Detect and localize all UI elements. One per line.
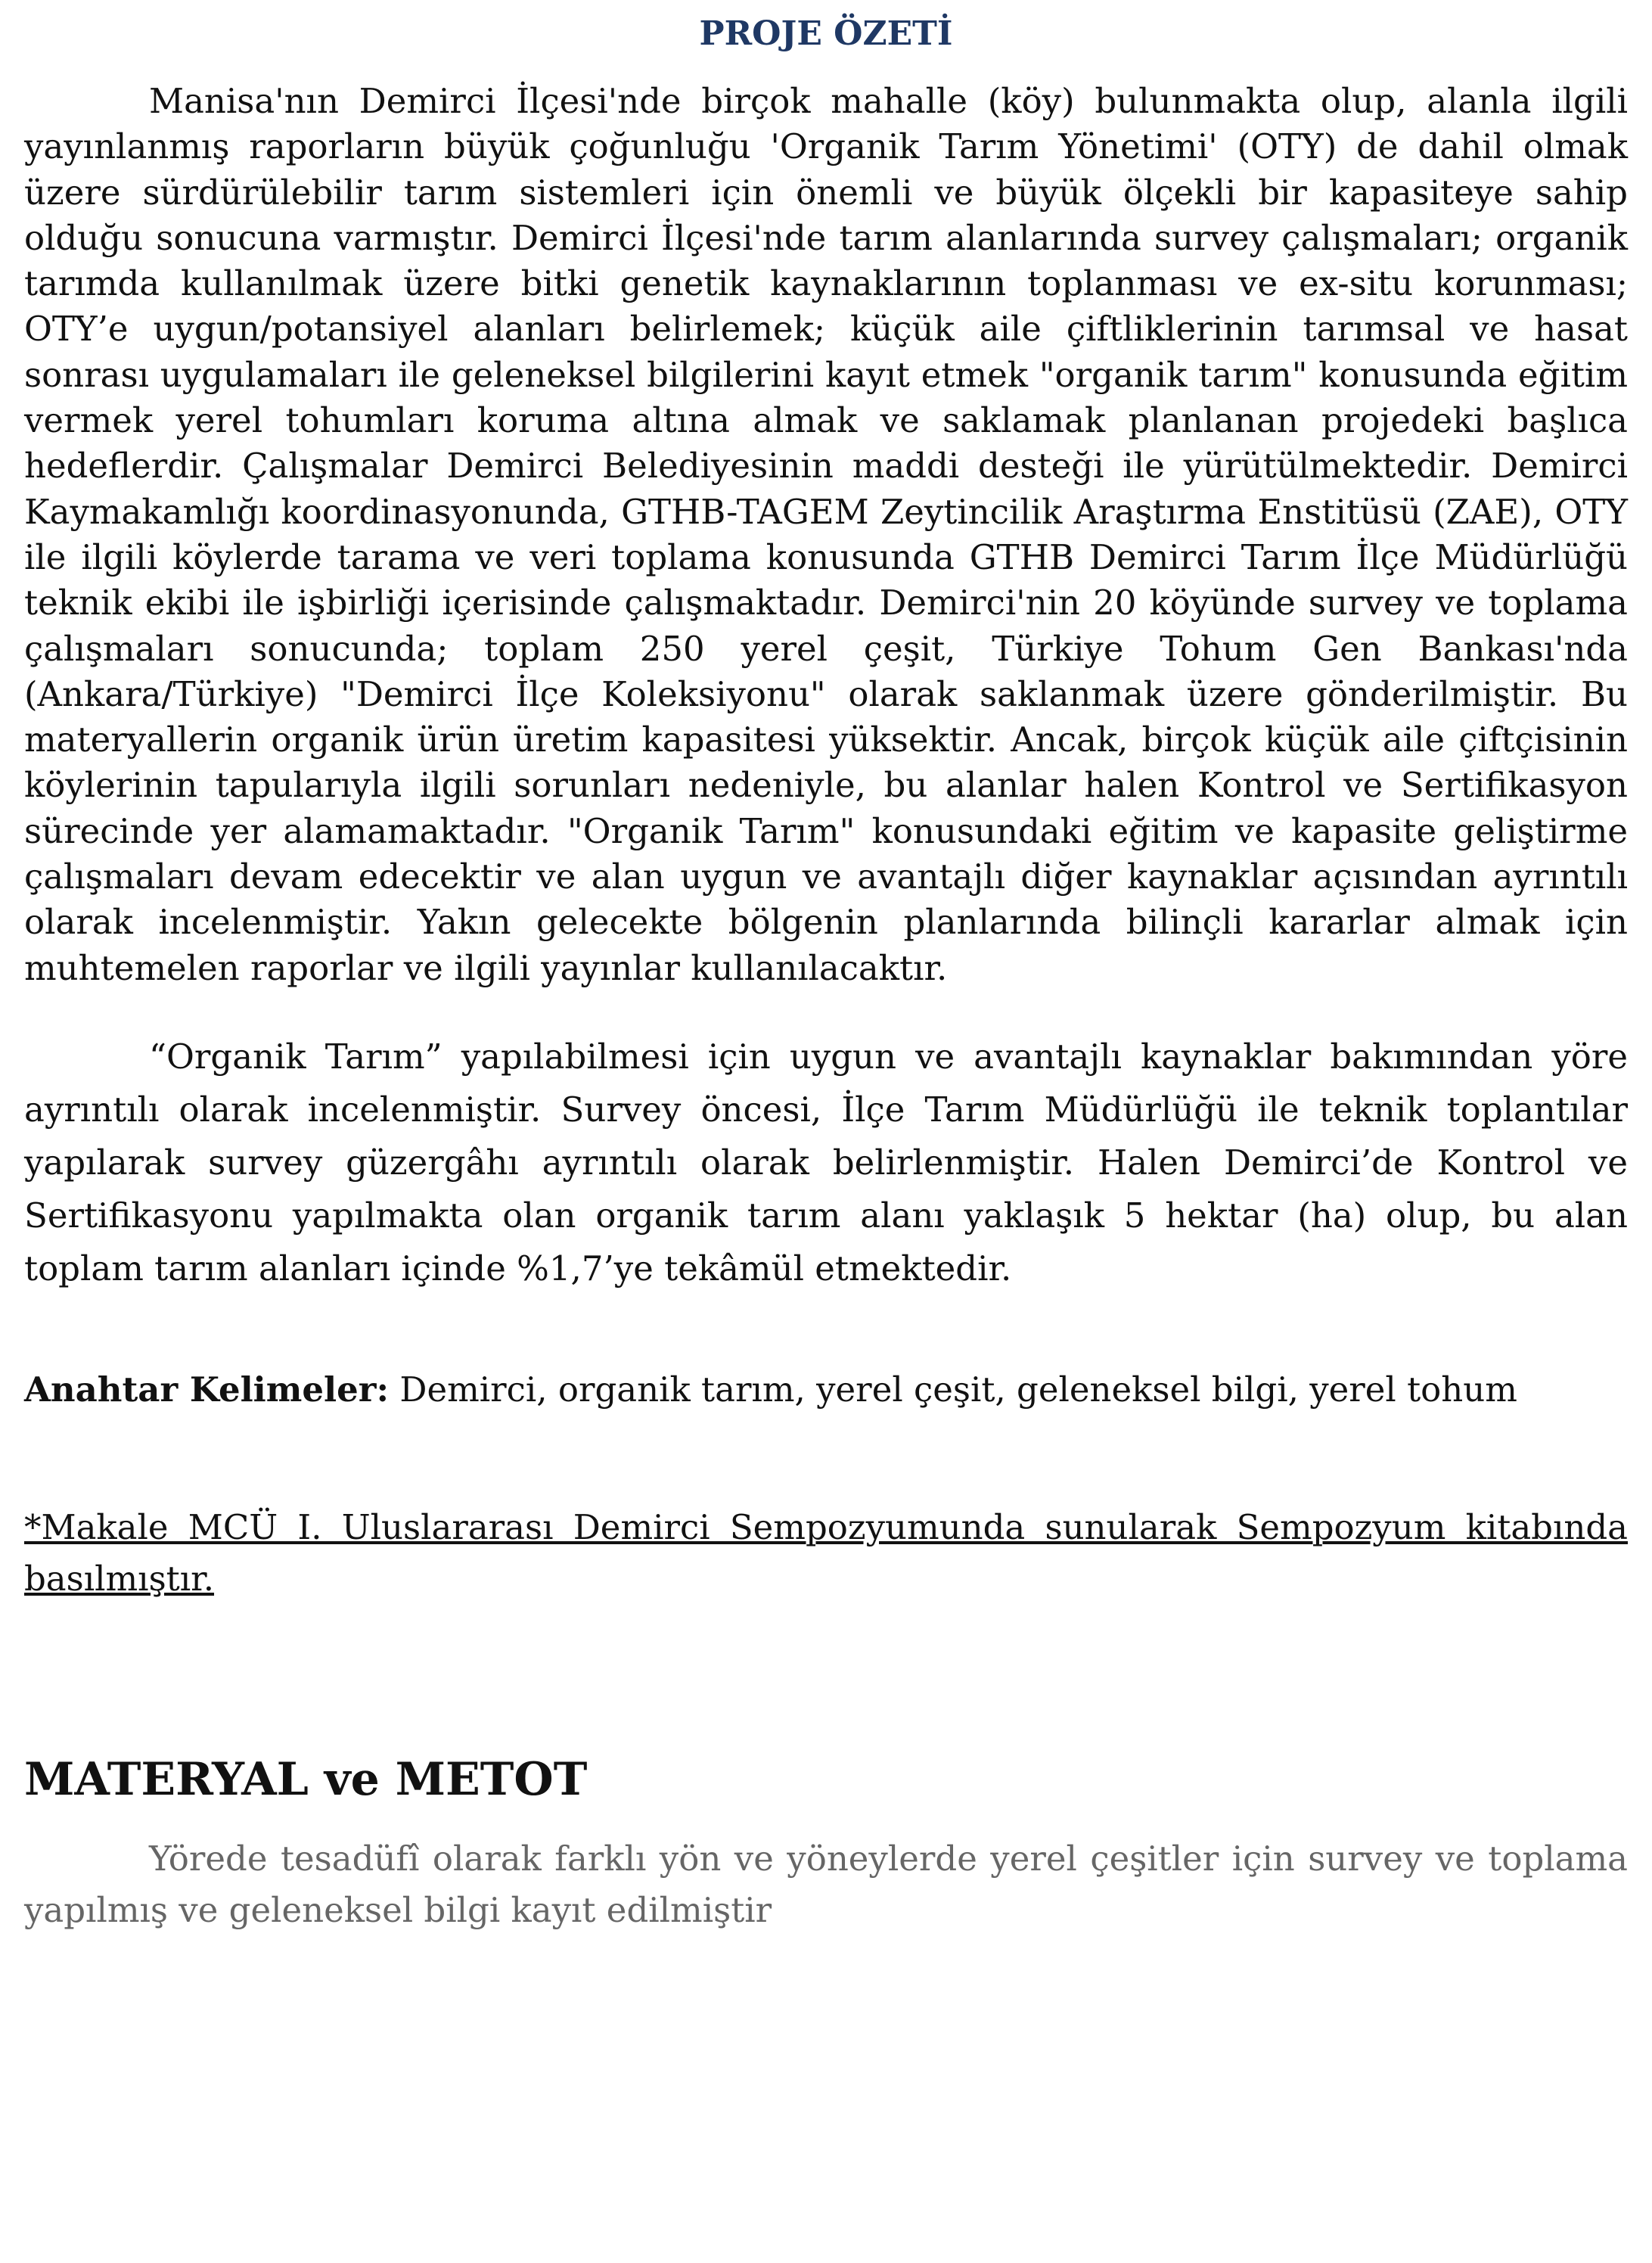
document-page: [24, 0, 1628, 1936]
section-paragraph: Yörede tesadüfî olarak farklı yön ve yöneylerde yerel çeşitler için survey ve toplama yapılmış ve geleneksel bilgi kayıt edilmiştir: [24, 1838, 1628, 1930]
abstract-paragraph-2: “Organik Tarım” yapılabilmesi için uygun ve avantajlı kaynaklar bakımından yöre ayrıntılı olarak incelenmiştir. Survey öncesi, İlçe Tarım Müdürlüğü ile teknik toplantılar yapılarak survey güzergâhı ayrıntılı olarak belirlenmiştir. Halen Demirci’de Kontrol ve Sertifikasyonu yapılmakta olan organik tarım alanı yaklaşık 5 hektar (ha) olup, bu alan toplam tarım alanları içinde %1,7’ye tekâmül etmektedir.: [24, 1036, 1628, 1288]
footnote: *Makale MCÜ I. Uluslararası Demirci Sempozyumunda sunularak Sempozyum kitabında basılmıştır.: [24, 1506, 1628, 1599]
abstract-paragraph: Manisa'nın Demirci İlçesi'nde birçok mahalle (köy) bulunmakta olup, alanla ilgili yayınlanmış raporların büyük çoğunluğu 'Organik Tarım Yönetimi' (OTY) de dahil olmak üzere sürdürülebilir tarım sistemleri için önemli ve büyük ölçekli bir kapasiteye sahip olduğu sonucuna varmıştır. Demirci İlçesi'nde tarım alanlarında survey çalışmaları; organik tarımda kullanılmak üzere bitki genetik kaynaklarının toplanması ve ex-situ korunması; OTY’e uygun/potansiyel alanları belirlemek; küçük aile çiftliklerinin tarımsal ve hasat sonrası uygulamaları ile geleneksel bilgilerini kayıt etmek "organik tarım" konusunda eğitim vermek yerel tohumları koruma altına almak ve saklamak planlanan projedeki başlıca hedeflerdir. Çalışmalar Demirci Belediyesinin maddi desteği ile yürütülmektedir. Demirci Kaymakamlığı koordinasyonunda, GTHB-TAGEM Zeytincilik Araştırma Enstitüsü (ZAE), OTY ile ilgili köylerde tarama ve veri toplama konusunda GTHB Demirci Tarım İlçe Müdürlüğü teknik ekibi ile işbirliği içerisinde çalışmaktadır. Demirci'nin 20 köyünde survey ve toplama çalışmaları sonucunda; toplam 250 yerel çeşit, Türkiye Tohum Gen Bankası'nda (Ankara/Türkiye) "Demirci İlçe Koleksiyonu" olarak saklanmak üzere gönderilmiştir. Bu materyallerin organik ürün üretim kapasitesi yüksektir. Ancak, birçok küçük aile çiftçisinin köylerinin tapularıyla ilgili sorunları nedeniyle, bu alanlar halen Kontrol ve Sertifikasyon sürecinde yer alamamaktadır. "Organik Tarım" konusundaki eğitim ve kapasite geliştirme çalışmaları devam edecektir ve alan uygun ve avantajlı diğer kaynaklar açısından ayrıntılı olarak incelenmiştir. Yakın gelecekte bölgenin planlarında bilinçli kararlar almak için muhtemelen raporlar ve ilgili yayınlar kullanılacaktır.: [24, 81, 1628, 988]
keywords-label: Anahtar Kelimeler:: [24, 1369, 390, 1410]
section-heading: MATERYAL ve METOT: [24, 1752, 588, 1806]
page-title: PROJE ÖZETİ: [699, 14, 953, 53]
keywords-line: [24, 1367, 1628, 1413]
keywords-text: Demirci, organik tarım, yerel çeşit, geleneksel bilgi, yerel tohum: [389, 1369, 1517, 1410]
